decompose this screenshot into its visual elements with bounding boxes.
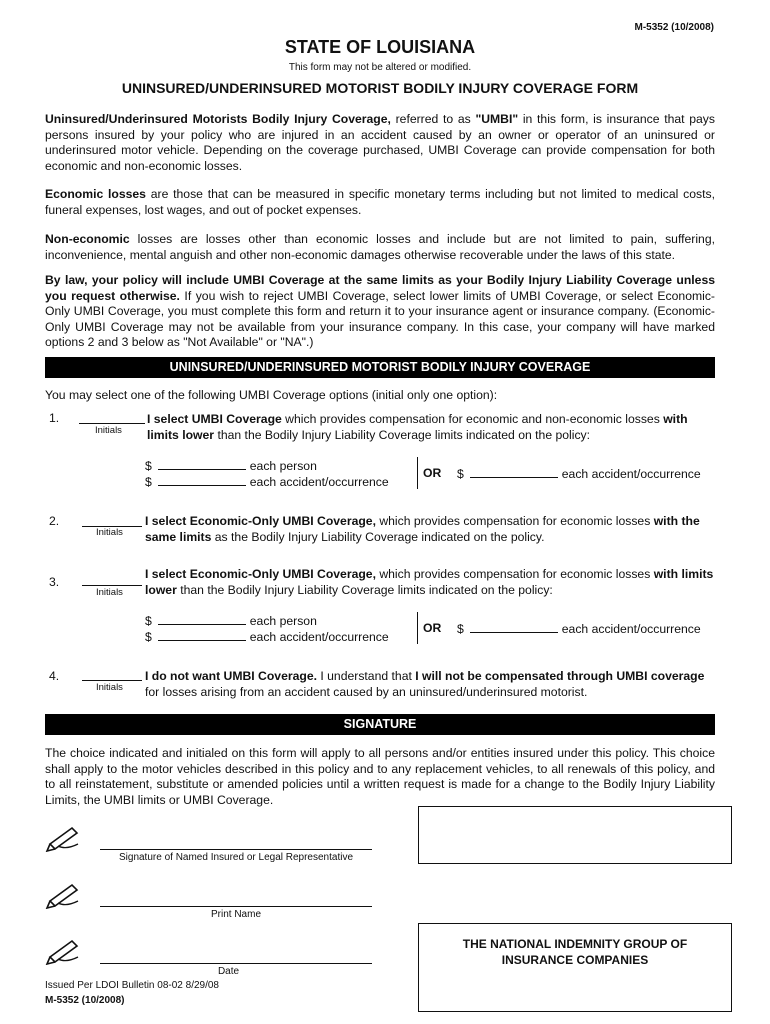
- option-1-text-b: than the Bodily Injury Liability Coverage limits indicated on the policy:: [214, 427, 591, 442]
- option-1-person-limit: [145, 458, 317, 475]
- option-3-accident-amount-field[interactable]: [158, 629, 246, 641]
- option-2-initials-label: Initials: [96, 527, 123, 538]
- option-3-text-b: than the Bodily Injury Liability Coverage limits indicated on the policy:: [176, 582, 553, 597]
- each-accident-label: each accident/occurrence: [249, 475, 389, 489]
- each-accident-label: each accident/occurrence: [561, 622, 701, 636]
- option-3-or-label: OR: [423, 621, 442, 635]
- option-1-combined-limit: [457, 466, 701, 483]
- form-number-top: M-5352 (10/2008): [634, 22, 714, 33]
- each-person-label: each person: [249, 459, 317, 473]
- option-1-text: [147, 412, 717, 443]
- issued-note: Issued Per LDOI Bulletin 08-02 8/29/08: [45, 980, 219, 991]
- agent-stamp-box[interactable]: [418, 806, 732, 864]
- form-title: UNINSURED/UNDERINSURED MOTORIST BODILY INJURY COVERAGE FORM: [121, 80, 639, 96]
- pen-icon: [44, 822, 84, 852]
- option-1-or-label: OR: [423, 466, 442, 480]
- option-3-combined-amount-field[interactable]: [470, 621, 558, 633]
- option-1-combined-amount-field[interactable]: [470, 466, 558, 478]
- date-field[interactable]: [100, 963, 372, 964]
- option-1-initials-field[interactable]: [79, 423, 145, 424]
- option-4-text-a: I understand that: [317, 669, 416, 683]
- option-3-combined-limit: [457, 621, 701, 638]
- economic-term: Economic losses: [45, 187, 146, 201]
- option-1-accident-limit: [145, 474, 389, 491]
- option-2-text-b: as the Bodily Injury Liability Coverage indicated on the policy.: [211, 529, 545, 544]
- each-accident-label: each accident/occurrence: [561, 467, 701, 481]
- option-3-bold-b: with limits lower: [145, 567, 714, 597]
- option-4-initials-label: Initials: [96, 682, 123, 693]
- option-2-bold-b: with the same limits: [145, 514, 700, 544]
- signature-field[interactable]: [100, 849, 372, 850]
- noneconomic-rest-text: losses are losses other than economic losses and include but are not limited to pain, suffering, inconvenience, mental anguish and other non-economic damages otherwise recoverable under the laws of this state.: [45, 232, 715, 262]
- economic-definition: [45, 187, 715, 218]
- umbi-quote: "UMBI": [475, 112, 519, 126]
- date-label: Date: [217, 966, 240, 977]
- option-3-text: [145, 567, 717, 598]
- dollar-sign: $: [457, 622, 464, 636]
- alteration-notice: This form may not be altered or modified.: [288, 62, 472, 73]
- option-4-initials-field[interactable]: [82, 680, 142, 681]
- option-2-text: [145, 514, 717, 545]
- option-1-text-a: which provides compensation for economic and non-economic losses: [281, 412, 664, 426]
- print-name-field[interactable]: [100, 906, 372, 907]
- state-title: STATE OF LOUISIANA: [284, 37, 476, 57]
- noneconomic-definition: [45, 232, 715, 263]
- option-3-person-amount-field[interactable]: [158, 613, 246, 625]
- dollar-sign: $: [145, 614, 152, 628]
- select-prompt: You may select one of the following UMBI Coverage options (initial only one option):: [45, 388, 498, 402]
- dollar-sign: $: [145, 459, 152, 473]
- dollar-sign: $: [145, 475, 152, 489]
- company-box: [418, 923, 732, 1012]
- umbi-term: Uninsured/Underinsured Motorists Bodily Injury Coverage,: [45, 112, 391, 126]
- option-3-divider: [417, 612, 418, 644]
- pen-icon: [44, 879, 84, 909]
- dollar-sign: $: [145, 630, 152, 644]
- option-4-text: [145, 669, 717, 700]
- umbi-rest-text: in this form, is insurance that pays persons insured by your policy who are injured in an accident caused by an owner or operator of an uninsured or underinsured motor vehicle. Depending on the coverage purchased, UMBI Coverage can provide compensation for both economic and non-economic losses.: [45, 112, 715, 173]
- option-3-initials-field[interactable]: [82, 585, 142, 586]
- economic-rest-text: are those that can be measured in specific monetary terms including but not limited to medical costs, funeral expenses, lost wages, and out of pocket expenses.: [45, 187, 715, 217]
- option-2-bold-a: I select Economic-Only UMBI Coverage,: [145, 514, 376, 528]
- option-2-text-a: which provides compensation for economic losses: [375, 514, 654, 528]
- option-4-number: 4.: [49, 669, 60, 683]
- option-3-initials-label: Initials: [96, 587, 123, 598]
- signature-section-header: SIGNATURE: [45, 714, 715, 735]
- option-2-number: 2.: [49, 514, 60, 528]
- signature-terms: The choice indicated and initialed on this form will apply to all persons and/or entities insured under this policy. This choice shall apply to the motor vehicles described in this policy and to any replacement vehicles, to all renewals of this policy, and to all reinstatement, substitute or amended policies until a written request is made for a change to the Bodily Injury Liability Limits, the UMBI limits or UMBI Coverage.: [45, 746, 715, 807]
- option-3-number: 3.: [49, 575, 60, 589]
- option-3-accident-limit: [145, 629, 389, 646]
- each-person-label: each person: [249, 614, 317, 628]
- dollar-sign: $: [457, 467, 464, 481]
- option-4-bold-b: I will not be compensated through UMBI coverage: [415, 669, 705, 683]
- print-name-label: Print Name: [210, 909, 261, 920]
- option-1-accident-amount-field[interactable]: [158, 474, 246, 486]
- option-1-number: 1.: [49, 411, 60, 425]
- option-3-text-a: which provides compensation for economic losses: [375, 567, 654, 581]
- each-accident-label: each accident/occurrence: [249, 630, 389, 644]
- law-bold-text: By law, your policy will include UMBI Coverage at the same limits as your Bodily Injury Liability Coverage unless you request otherwise.: [45, 273, 715, 303]
- umbi-definition: [45, 112, 715, 174]
- pen-icon: [44, 935, 84, 965]
- option-1-initials-label: Initials: [95, 425, 122, 436]
- option-1-bold-a: I select UMBI Coverage: [147, 412, 282, 426]
- option-3-bold-a: I select Economic-Only UMBI Coverage,: [145, 567, 376, 581]
- option-4-bold-a: I do not want UMBI Coverage.: [145, 669, 317, 683]
- option-1-bold-b: with limits lower: [147, 412, 688, 442]
- company-name-line2: INSURANCE COMPANIES: [501, 953, 649, 967]
- umbi-mid-text: referred to as: [390, 112, 476, 126]
- option-3-person-limit: [145, 613, 317, 630]
- option-1-person-amount-field[interactable]: [158, 458, 246, 470]
- signature-label: Signature of Named Insured or Legal Representative: [118, 852, 354, 863]
- noneconomic-term: Non-economic: [45, 232, 130, 246]
- coverage-section-header: UNINSURED/UNDERINSURED MOTORIST BODILY INJURY COVERAGE: [45, 357, 715, 378]
- form-number-bottom: M-5352 (10/2008): [45, 995, 125, 1006]
- option-1-divider: [417, 457, 418, 489]
- law-paragraph: [45, 273, 715, 351]
- law-rest-text: If you wish to reject UMBI Coverage, select lower limits of UMBI Coverage, or select Economic-Only UMBI Coverage, you must complete this form and return it to your insurance agent or insurance company. (Economic-Only UMBI Coverage may not be available from your insurance company. In this case, your company will have marked options 2 and 3 below as "Not Available" or "NA".): [45, 288, 715, 349]
- option-4-text-b: for losses arising from an accident caused by an uninsured/underinsured motorist.: [145, 684, 588, 699]
- company-name-line1: THE NATIONAL INDEMNITY GROUP OF: [462, 937, 688, 951]
